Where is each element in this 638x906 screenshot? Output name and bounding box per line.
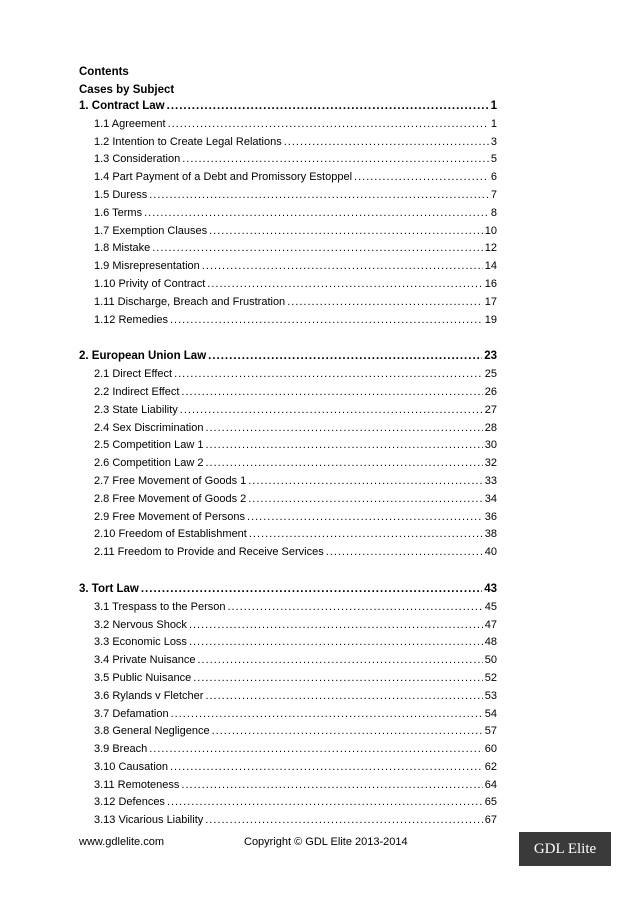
toc-subentry[interactable] [79, 526, 497, 544]
toc-subentry[interactable] [79, 437, 497, 455]
toc-subentry[interactable] [79, 420, 497, 438]
toc-entry-title: 3.4 Private Nuisance [94, 654, 196, 667]
toc-page-number: 60 [484, 743, 497, 756]
dot-leader [284, 134, 489, 152]
toc-subentry[interactable] [79, 491, 497, 509]
toc-subentry[interactable] [79, 544, 497, 562]
toc-subentry[interactable] [79, 777, 497, 795]
toc-page-number: 43 [484, 582, 497, 595]
toc-page-number: 25 [484, 368, 497, 381]
toc-page-number: 16 [484, 277, 497, 290]
dot-leader [227, 599, 482, 617]
toc-entry-title: 1.9 Misrepresentation [94, 260, 200, 273]
dot-leader [149, 741, 483, 759]
toc-entry-title: 3.10 Causation [94, 760, 168, 773]
toc-subentry[interactable] [79, 599, 497, 617]
toc-entry-title: 2. European Union Law [79, 350, 207, 363]
toc-page-number: 32 [484, 457, 497, 470]
dot-leader [170, 759, 483, 777]
toc-subentry[interactable] [79, 794, 497, 812]
dot-leader [205, 688, 482, 706]
toc-entry-title: 2.6 Competition Law 2 [94, 457, 204, 470]
dot-leader [212, 723, 483, 741]
toc-subentry[interactable] [79, 688, 497, 706]
dot-leader [167, 794, 483, 812]
toc-subentry[interactable] [79, 509, 497, 527]
toc-page-number: 19 [484, 313, 497, 326]
toc-entry-title: 1.5 Duress [94, 188, 148, 201]
toc-subentry[interactable] [79, 759, 497, 777]
toc-entry-title: 1.6 Terms [94, 206, 143, 219]
toc-entry-title: 2.3 State Liability [94, 403, 178, 416]
toc-subentry[interactable] [79, 366, 497, 384]
toc-subentry[interactable] [79, 116, 497, 134]
toc-entry-title: 3.8 General Negligence [94, 725, 210, 738]
toc-page-number: 27 [484, 403, 497, 416]
dot-leader [181, 777, 482, 795]
dot-leader [189, 617, 483, 635]
toc-page-number: 38 [484, 528, 497, 541]
toc-entry-title: 1. Contract Law [79, 100, 165, 112]
toc-page-number: 1 [490, 117, 497, 130]
toc-entry-title: 2.9 Free Movement of Persons [94, 510, 246, 523]
toc-entry-title: 2.11 Freedom to Provide and Receive Services [94, 546, 324, 559]
toc-entry-title: 1.7 Exemption Clauses [94, 224, 208, 237]
toc-subentry[interactable] [79, 473, 497, 491]
logo-text: GDL Elite [533, 840, 597, 857]
toc-subentry[interactable] [79, 617, 497, 635]
dot-leader [167, 98, 489, 116]
toc-page-number: 28 [484, 421, 497, 434]
toc-subentry[interactable] [79, 455, 497, 473]
toc-page-number: 10 [484, 224, 497, 237]
toc-entry-title: 3.2 Nervous Shock [94, 618, 187, 631]
dot-leader [189, 634, 483, 652]
toc-entry-title: 3.7 Defamation [94, 707, 169, 720]
dot-leader [141, 581, 482, 599]
dot-leader [182, 151, 489, 169]
toc-subentry[interactable] [79, 384, 497, 402]
toc-page-number: 30 [484, 439, 497, 452]
toc-entry-title: 2.4 Sex Discrimination [94, 421, 204, 434]
toc-entry-title: 3.5 Public Nuisance [94, 671, 192, 684]
dot-leader [202, 258, 483, 276]
toc-page-number: 6 [490, 171, 497, 184]
toc-page-number: 12 [484, 242, 497, 255]
dot-leader [171, 706, 483, 724]
toc-entry-title: 3.6 Rylands v Fletcher [94, 689, 204, 702]
toc-subentry[interactable] [79, 169, 497, 187]
gdl-elite-logo [519, 832, 611, 866]
toc-entry-title: 3.12 Defences [94, 796, 165, 809]
toc-page-number: 62 [484, 760, 497, 773]
toc-entry-title: 3.3 Economic Loss [94, 636, 187, 649]
toc-page-number: 54 [484, 707, 497, 720]
dot-leader [247, 509, 483, 527]
toc-entry-title: 1.8 Mistake [94, 242, 151, 255]
dot-leader [248, 491, 483, 509]
toc-entry-title: 1.4 Part Payment of a Debt and Promissory Estoppel [94, 171, 353, 184]
toc-subentry[interactable] [79, 276, 497, 294]
contents-heading: Contents [79, 66, 129, 78]
toc-entry-title: 3.1 Trespass to the Person [94, 600, 226, 613]
toc-entry-title: 1.1 Agreement [94, 117, 166, 130]
toc-page-number: 5 [490, 153, 497, 166]
toc-page-number: 23 [484, 350, 497, 363]
toc-subentry[interactable] [79, 134, 497, 152]
toc-subentry[interactable] [79, 652, 497, 670]
toc-entry-title: 2.2 Indirect Effect [94, 385, 180, 398]
toc-subentry[interactable] [79, 402, 497, 420]
toc-page-number: 36 [484, 510, 497, 523]
dot-leader [152, 240, 483, 258]
dot-leader [205, 455, 482, 473]
toc-page-number: 67 [484, 814, 497, 827]
toc-entry-title: 1.10 Privity of Contract [94, 277, 206, 290]
toc-page-number: 40 [484, 546, 497, 559]
dot-leader [209, 223, 483, 241]
toc-page-number: 47 [484, 618, 497, 631]
toc-subentry[interactable] [79, 205, 497, 223]
dot-leader [326, 544, 483, 562]
toc-page-number: 57 [484, 725, 497, 738]
toc-entry-title: 1.3 Consideration [94, 153, 181, 166]
toc-entry-title: 2.1 Direct Effect [94, 368, 173, 381]
dot-leader [144, 205, 489, 223]
table-of-contents [79, 98, 497, 849]
toc-subentry[interactable] [79, 312, 497, 330]
toc-subentry[interactable] [79, 670, 497, 688]
toc-entry-title: 3. Tort Law [79, 582, 139, 595]
dot-leader [181, 384, 482, 402]
toc-subentry[interactable] [79, 294, 497, 312]
dot-leader [174, 366, 483, 384]
toc-subentry[interactable] [79, 812, 497, 830]
dot-leader [287, 294, 483, 312]
toc-page-number: 26 [484, 385, 497, 398]
dot-leader [168, 116, 489, 134]
toc-subentry[interactable] [79, 723, 497, 741]
toc-entry-title: 3.13 Vicarious Liability [94, 814, 204, 827]
dot-leader [249, 526, 483, 544]
toc-subentry[interactable] [79, 187, 497, 205]
toc-page-number: 3 [490, 135, 497, 148]
toc-subentry[interactable] [79, 240, 497, 258]
toc-page-number: 14 [484, 260, 497, 273]
toc-page-number: 50 [484, 654, 497, 667]
toc-section-entry[interactable] [79, 348, 497, 366]
toc-page-number: 8 [490, 206, 497, 219]
toc-page-number: 45 [484, 600, 497, 613]
toc-entry-title: 1.2 Intention to Create Legal Relations [94, 135, 282, 148]
toc-page-number: 65 [484, 796, 497, 809]
dot-leader [149, 187, 489, 205]
toc-entry-title: 2.7 Free Movement of Goods 1 [94, 474, 247, 487]
toc-section-entry[interactable] [79, 581, 497, 599]
toc-entry-title: 2.8 Free Movement of Goods 2 [94, 492, 247, 505]
toc-section-entry[interactable] [79, 98, 497, 116]
dot-leader [354, 169, 489, 187]
toc-page-number: 7 [490, 188, 497, 201]
toc-subentry[interactable] [79, 258, 497, 276]
dot-leader [248, 473, 483, 491]
toc-entry-title: 3.11 Remoteness [94, 778, 180, 791]
toc-page-number: 53 [484, 689, 497, 702]
toc-subentry[interactable] [79, 223, 497, 241]
toc-page-number: 52 [484, 671, 497, 684]
toc-entry-title: 2.5 Competition Law 1 [94, 439, 204, 452]
footer-copyright: Copyright © GDL Elite 2013-2014 [244, 836, 408, 848]
toc-section [79, 98, 497, 329]
toc-subentry[interactable] [79, 741, 497, 759]
dot-leader [193, 670, 483, 688]
dot-leader [205, 812, 483, 830]
toc-page-number: 33 [484, 474, 497, 487]
toc-entry-title: 1.12 Remedies [94, 313, 168, 326]
dot-leader [205, 420, 482, 438]
dot-leader [198, 652, 483, 670]
toc-section [79, 581, 497, 830]
toc-page-number: 34 [484, 492, 497, 505]
toc-page-number: 17 [484, 295, 497, 308]
toc-page-number: 48 [484, 636, 497, 649]
dot-leader [170, 312, 483, 330]
dot-leader [205, 437, 482, 455]
footer-website-link[interactable]: www.gdlelite.com [79, 836, 164, 848]
toc-section [79, 348, 497, 562]
toc-subentry[interactable] [79, 706, 497, 724]
cases-by-subject-heading: Cases by Subject [79, 84, 175, 96]
dot-leader [207, 276, 482, 294]
toc-page-number: 64 [484, 778, 497, 791]
dot-leader [180, 402, 483, 420]
dot-leader [208, 348, 482, 366]
toc-entry-title: 1.11 Discharge, Breach and Frustration [94, 295, 286, 308]
toc-subentry[interactable] [79, 634, 497, 652]
toc-entry-title: 2.10 Freedom of Establishment [94, 528, 247, 541]
toc-page-number: 1 [490, 100, 497, 112]
toc-entry-title: 3.9 Breach [94, 743, 148, 756]
toc-subentry[interactable] [79, 151, 497, 169]
